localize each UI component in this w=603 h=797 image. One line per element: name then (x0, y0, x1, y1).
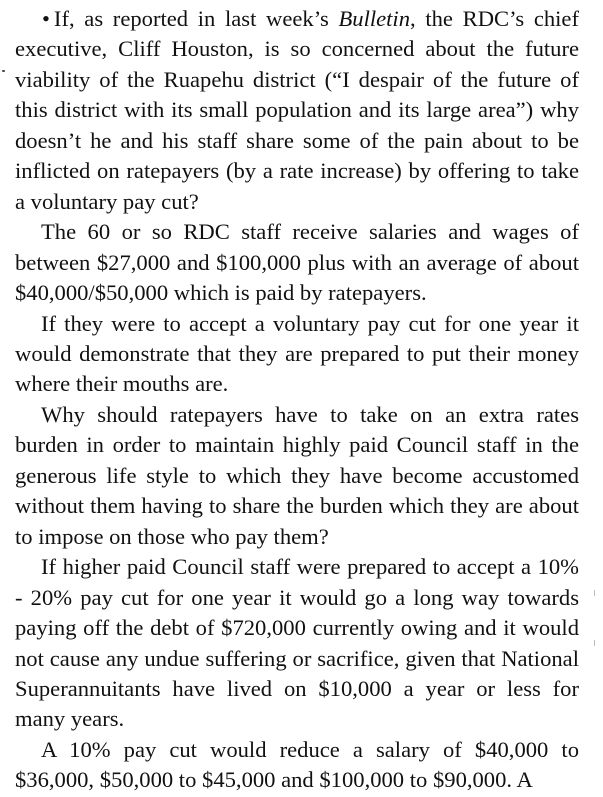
letter-column (15, 4, 579, 796)
scan-speck (594, 640, 595, 646)
scan-speck (2, 70, 5, 72)
paragraph-1 (15, 4, 579, 217)
paragraph-6: A 10% pay cut would reduce a salary of $40,000 to $36,000, $50,000 to $45,000 and $100,000 to $90,000. A (15, 736, 579, 793)
paragraph-1-text-end: , the RDC’s chief executive, Cliff Houston, is so concerned about the future viability of the Ruapehu district (“I despair of the future of this district with its small population and its large area”) why doesn’t he and his staff share some of the pain about to be inflicted on ratepayers (by a rate increase) by offering to take a voluntary pay cut? (15, 6, 579, 214)
paragraph-5: If higher paid Council staff were prepared to accept a 10% - 20% pay cut for one year it would go a long way towards paying off the debt of $720,000 currently owing and it would not cause any undue suffering or sacrifice, given that National Superannuitants have lived on $10,000 a year or less for many years. (15, 554, 579, 732)
scan-speck (594, 590, 595, 596)
paragraph-4: Why should ratepayers have to take on an extra rates burden in order to maintain highly paid Council staff in the generous life style to which they have become accustomed without them having to share the burden which they are about to impose on those who pay them? (15, 401, 579, 549)
paragraph-2: The 60 or so RDC staff receive salaries and wages of between $27,000 and $100,000 plus with an average of about $40,000/$50,000 which is paid by ratepayers. (15, 219, 579, 306)
bullet: • (42, 6, 50, 31)
paragraph-1-text-start: If, as reported in last week’s (53, 6, 339, 31)
paragraph-3: If they were to accept a voluntary pay cut for one year it would demonstrate that they are prepared to put their money where their mouths are. (15, 310, 579, 397)
publication-title: Bulletin (338, 6, 411, 31)
